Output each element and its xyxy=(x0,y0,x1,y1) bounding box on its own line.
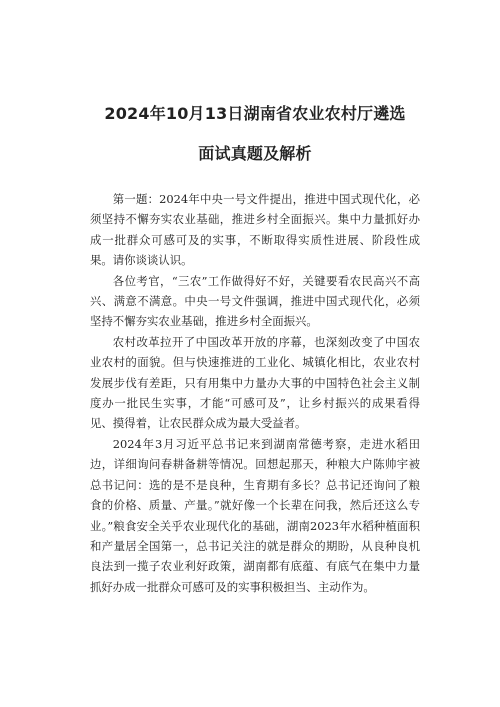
paragraph-rural-reform: 农村改革拉开了中国改革开放的序幕，也深刻改变了中国农业农村的面貌。但与快速推进的工业化、城镇化相比，农业农村发展步伐有差距，只有用集中力量办大事的中国特色社会主义制度办一批民生实事，才能“可感可及”，让乡村振兴的成果看得见、摸得着，让农民群众成为最大受益者。 xyxy=(90,334,420,431)
document-title-line-2: 面试真题及解析 xyxy=(198,144,312,163)
paragraph-answer-intro: 各位考官，“三农”工作做得好不好，关键要看农民高兴不高兴、满意不满意。中央一号文件强调，推进中国式现代化，必须坚持不懈夯实农业基础，推进乡村全面振兴。 xyxy=(90,273,420,329)
document-title-line-1: 2024年10月13日湖南省农业农村厅遴选 xyxy=(104,104,406,123)
paragraph-hunan-visit: 2024年3月习近平总书记来到湖南常德考察，走进水稻田边，详细询问春耕备耕等情况。回想起那天，种粮大户陈帅宇被总书记问：选的是不是良种，生育期有多长？总书记还询问了粮食的价格、质量、产量。”就好像一个长辈在问我，然后还这么专业。”粮食安全关乎农业现代化的基础，湖南2023年水稻种植面积和产量居全国第一，总书记关注的就是群众的期盼，从良种良机良法到一揽子农业利好政策，湖南都有底蕴、有底气在集中力量抓好办成一批群众可感可及的实事积极担当、主动作为。 xyxy=(90,436,420,594)
paragraph-question: 第一题：2024年中央一号文件提出，推进中国式现代化，必须坚持不懈夯实农业基础，推进乡村全面振兴。集中力量抓好办成一批群众可感可及的实事，不断取得实质性进展、阶段性成果。请你谈谈认识。 xyxy=(90,192,420,268)
